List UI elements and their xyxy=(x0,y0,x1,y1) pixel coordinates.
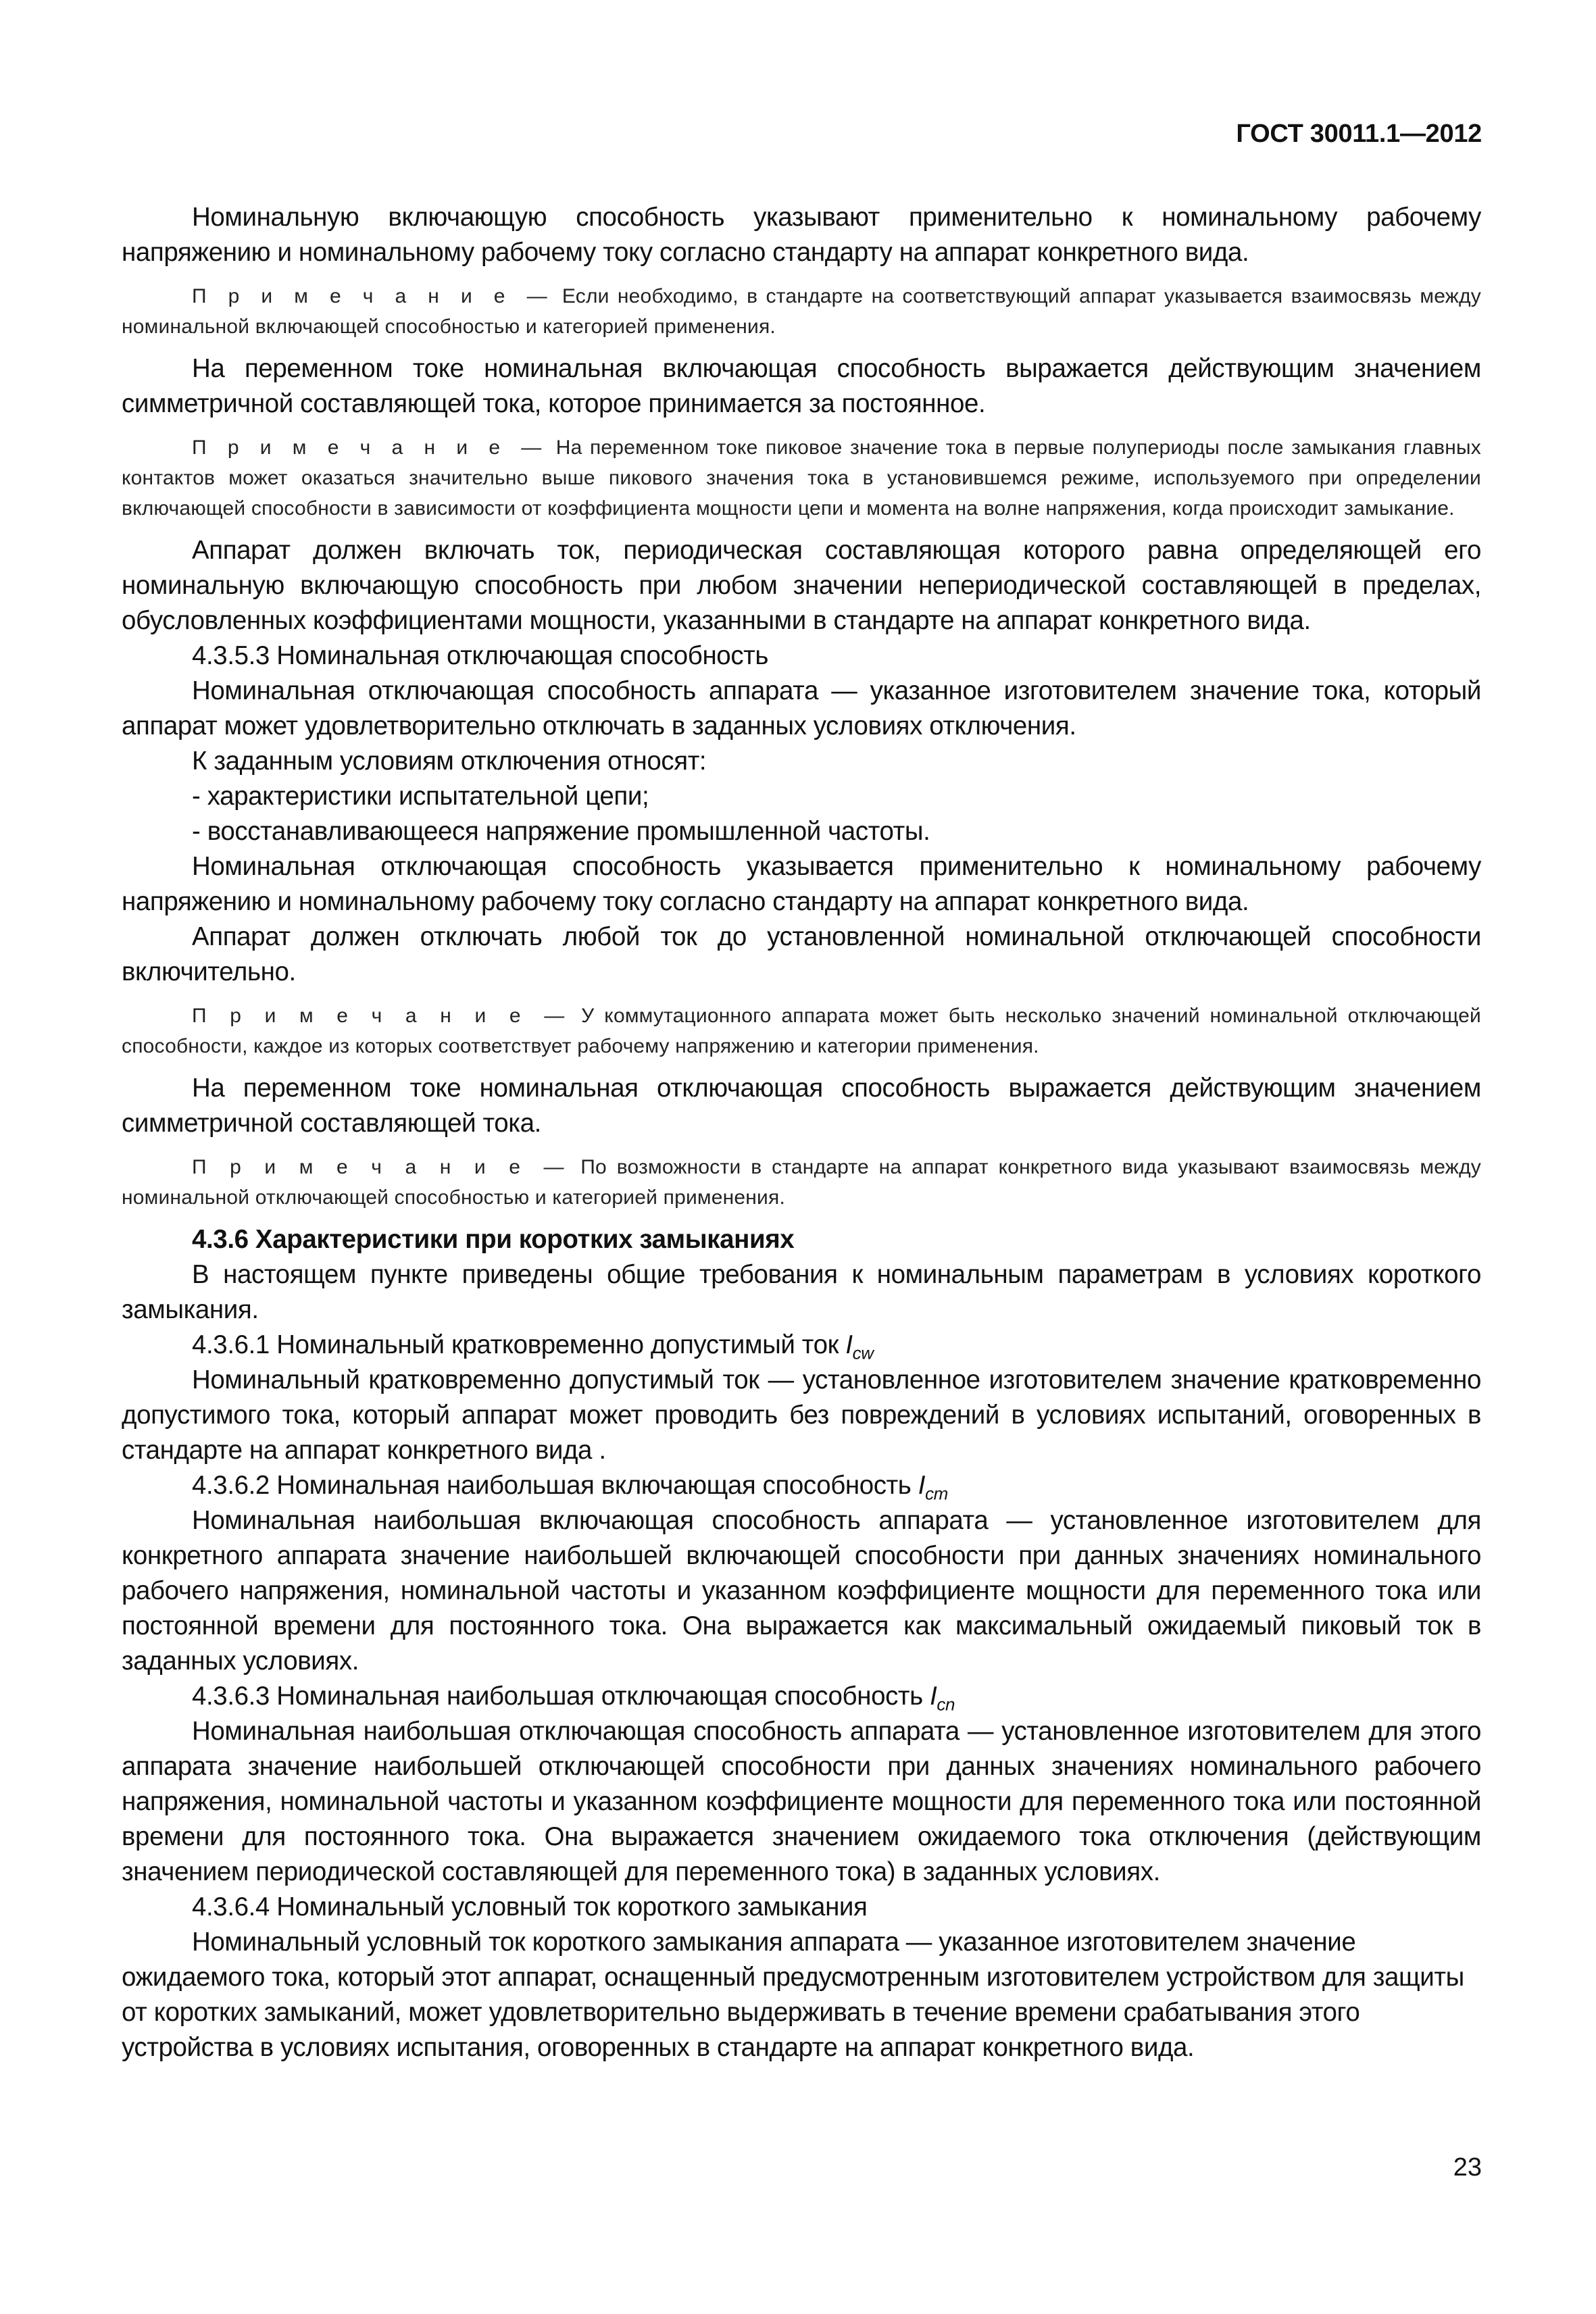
paragraph: Номинальный условный ток короткого замыкания аппарата — указанное изготовителем значение ожидаемого тока, который этот аппарат, оснащенный предусмотренным изготовителем устройством для защиты от коротких замыканий, может удовлетворительно выдерживать в течение времени срабатывания этого устройства в условиях испытания, оговоренных в стандарте на аппарат конкретного вида. xyxy=(122,1928,1464,2062)
section-title-text: 4.3.6.3 Номинальная наибольшая отключающая способность xyxy=(192,1682,930,1711)
note xyxy=(122,1152,1481,1213)
symbol-subscript: cw xyxy=(852,1342,874,1363)
list-item: - характеристики испытательной цепи; xyxy=(192,782,649,811)
paragraph: Номинальная отключающая способность аппарата — указанное изготовителем значение тока, который аппарат может удовлетворительно отключать в заданных условиях отключения. xyxy=(122,676,1481,740)
paragraph: Номинальная наибольшая отключающая способность аппарата — установленное изготовителем для этого аппарата значение наибольшей отключающей способности при данных значениях номинального рабочего напряжения, номинальной частоты и указанном коэффициенте мощности для переменного тока или постоянной времени для постоянного тока. Она выражается значением ожидаемого тока отключения (действующим значением периодической составляющей для переменного тока) в заданных условиях. xyxy=(122,1717,1481,1886)
symbol-subscript: cn xyxy=(937,1694,955,1715)
symbol-subscript: cm xyxy=(925,1483,948,1504)
section-heading-4-3-6: 4.3.6 Характеристики при коротких замыканиях xyxy=(192,1225,795,1254)
paragraph: Номинальная отключающая способность указывается применительно к номинальному рабочему напряжению и номинальному рабочему току согласно стандарту на аппарат конкретного вида. xyxy=(122,852,1481,916)
section-title-4-3-6-3 xyxy=(122,1679,1481,1714)
symbol-letter: I xyxy=(845,1330,853,1359)
section-title-4-3-6-1 xyxy=(122,1328,1481,1363)
symbol-letter: I xyxy=(918,1471,926,1500)
paragraph: К заданным условиям отключения относят: xyxy=(192,747,707,776)
paragraph: Номинальную включающую способность указывают применительно к номинальному рабочему напряжению и номинальному рабочему току согласно стандарту на аппарат конкретного вида. xyxy=(122,203,1481,267)
note-text: Если необходимо, в стандарте на соответствующий аппарат указывается взаимосвязь между номинальной включающей способностью и категорией применения. xyxy=(122,285,1481,338)
paragraph: На переменном токе номинальная отключающая способность выражается действующим значением симметричной составляющей тока. xyxy=(122,1074,1481,1138)
paragraph: Номинальная наибольшая включающая способность аппарата — установленное изготовителем для конкретного аппарата значение наибольшей включающей способности при данных значениях номинального рабочего напряжения, номинальной частоты и указанном коэффициенте мощности для переменного тока или постоянной времени для постоянного тока. Она выражается как максимальный ожидаемый пиковый ток в заданных условиях. xyxy=(122,1506,1481,1676)
paragraph: На переменном токе номинальная включающая способность выражается действующим значением симметричной составляющей тока, которое принимается за постоянное. xyxy=(122,354,1481,418)
current-symbol xyxy=(845,1330,874,1363)
current-symbol xyxy=(930,1682,955,1715)
paragraph: Аппарат должен отключать любой ток до установленной номинальной отключающей способности включительно. xyxy=(122,922,1481,986)
standard-header: ГОСТ 30011.1—2012 xyxy=(1236,120,1482,148)
document-body xyxy=(122,200,1481,2065)
note-label: П р и м е ч а н и е — xyxy=(192,1005,572,1027)
section-title-4-3-6-4: 4.3.6.4 Номинальный условный ток короткого замыкания xyxy=(192,1892,868,1921)
note-label: П р и м е ч а н и е — xyxy=(192,436,549,459)
section-title-text: 4.3.6.1 Номинальный кратковременно допустимый ток xyxy=(192,1330,846,1359)
section-title-4-3-5-3: 4.3.5.3 Номинальная отключающая способность xyxy=(192,641,769,670)
paragraph: Номинальный кратковременно допустимый ток — установленное изготовителем значение кратковременно допустимого тока, который аппарат может проводить без повреждений в условиях испытаний, оговоренных в стандарте на аппарат конкретного вида . xyxy=(122,1365,1481,1465)
symbol-letter: I xyxy=(930,1682,937,1711)
note xyxy=(122,432,1481,524)
note xyxy=(122,1001,1481,1061)
note-label: П р и м е ч а н и е — xyxy=(192,285,554,307)
paragraph: Аппарат должен включать ток, периодическая составляющая которого равна определяющей его номинальную включающую способность при любом значении непериодической составляющей в пределах, обусловленных коэффициентами мощности, указанными в стандарте на аппарат конкретного вида. xyxy=(122,536,1481,635)
section-title-4-3-6-2 xyxy=(122,1468,1481,1503)
note-text: На переменном токе пиковое значение тока в первые полупериоды после замыкания главных контактов может оказаться значительно выше пикового значения тока в установившемся режиме, используемого при определении включающей способности в зависимости от коэффициента мощности цепи и момента на волне напряжения, когда происходит замыкание. xyxy=(122,436,1481,520)
page-number: 23 xyxy=(1453,2153,1482,2182)
paragraph: В настоящем пункте приведены общие требования к номинальным параметрам в условиях короткого замыкания. xyxy=(122,1260,1481,1324)
section-title-text: 4.3.6.2 Номинальная наибольшая включающая способность xyxy=(192,1471,918,1500)
note xyxy=(122,281,1481,342)
list-item: - восстанавливающееся напряжение промышленной частоты. xyxy=(192,817,930,846)
note-text: У коммутационного аппарата может быть несколько значений номинальной отключающей способности, каждое из которых соответствует рабочему напряжению и категории применения. xyxy=(122,1005,1481,1057)
current-symbol xyxy=(918,1471,948,1504)
note-text: По возможности в стандарте на аппарат конкретного вида указывают взаимосвязь между номинальной отключающей способностью и категорией применения. xyxy=(122,1156,1481,1209)
note-label: П р и м е ч а н и е — xyxy=(192,1156,571,1178)
